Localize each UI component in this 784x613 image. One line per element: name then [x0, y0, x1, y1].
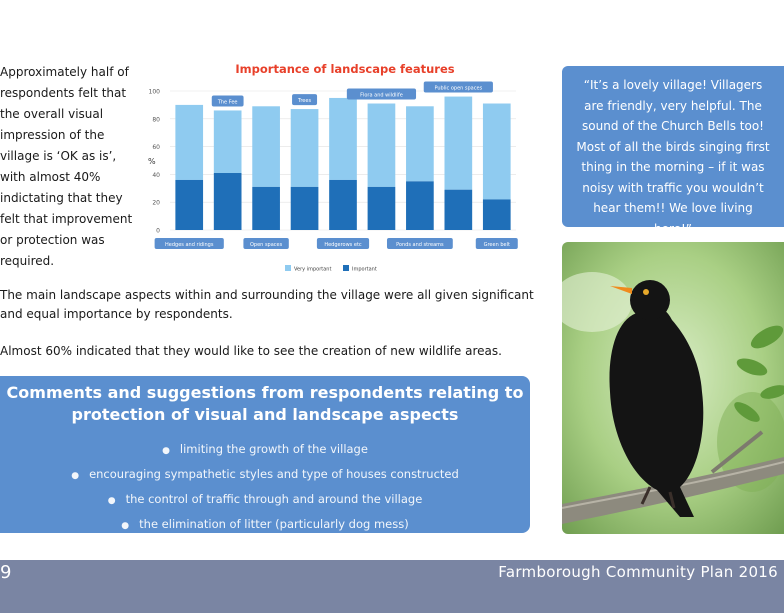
chart-bars: [175, 97, 510, 230]
chart-bar-important: [406, 181, 434, 230]
chart-bar-important: [483, 199, 511, 230]
chart-bar-important: [444, 190, 472, 230]
chart-ytick-label: 80: [152, 116, 160, 124]
chart-bar-very-important: [214, 110, 242, 173]
list-item: ● encouraging sympathetic styles and type of houses constructed: [0, 463, 530, 488]
chart-bar-important: [252, 187, 280, 230]
intro-paragraph: Approximately half of respondents felt that the overall visual impression of the village is ‘OK as is’, with almost 40% indictating that they felt that improvement or protection was required.: [0, 65, 133, 268]
chart-bar-important: [368, 187, 396, 230]
chart-category-label: Hedges and ridings: [165, 242, 214, 248]
footer-title: Farmborough Community Plan 2016: [498, 563, 778, 581]
blackbird-photo: [562, 242, 784, 534]
chart-bar-very-important: [406, 106, 434, 181]
chart-ytick-label: 100: [148, 88, 160, 96]
comments-list: [0, 438, 530, 538]
bullet-icon: ●: [107, 496, 116, 506]
chart-category-label: Green belt: [483, 242, 510, 248]
chart-bar-very-important: [483, 104, 511, 200]
comments-title: [0, 382, 530, 426]
chart-category-label: The Fee: [217, 99, 238, 106]
chart-ytick-label: 40: [152, 171, 160, 179]
chart-bar-very-important: [175, 105, 203, 180]
page-footer: [0, 560, 784, 613]
list-item: ● the control of traffic through and around the village: [0, 488, 530, 513]
chart-ytick-label: 20: [152, 199, 160, 207]
chart-category-label: Trees: [298, 98, 312, 105]
chart-bar-very-important: [291, 109, 319, 187]
chart-bar-very-important: [252, 106, 280, 187]
chart-legend: [285, 265, 377, 273]
chart-bar-very-important: [329, 98, 357, 180]
wildlife-areas-paragraph: Almost 60% indicated that they would like to see the creation of new wildlife areas.: [0, 344, 502, 358]
bullet-icon: ●: [71, 471, 80, 481]
chart-bar-important: [214, 173, 242, 230]
chart-svg: [140, 58, 530, 280]
chart-bar-very-important: [368, 104, 396, 187]
chart-ytick-label: 60: [152, 144, 160, 152]
page-number: 9: [0, 562, 12, 583]
chart-bar-important: [175, 180, 203, 230]
chart-legend-swatch: [343, 265, 349, 271]
comments-title-line-2: protection of visual and landscape aspects: [71, 405, 459, 424]
bullet-icon: ●: [162, 446, 170, 456]
comments-box: [0, 376, 530, 533]
list-item: ● the elimination of litter (particularly dog mess): [0, 513, 530, 538]
chart-legend-label: Important: [352, 266, 377, 273]
chart-bar-very-important: [444, 97, 472, 190]
chart-category-label: Open spaces: [250, 242, 283, 248]
chart-bar-important: [329, 180, 357, 230]
chart-category-label: Public open spaces: [434, 85, 483, 92]
landscape-aspects-paragraph: The main landscape aspects within and surrounding the village were all given significant and equal importance by respondents.: [0, 288, 534, 321]
chart-bar-important: [291, 187, 319, 230]
chart-category-label: Hedgerows etc: [324, 242, 362, 248]
list-item: ● limiting the growth of the village: [0, 438, 530, 463]
bullet-icon: ●: [121, 521, 130, 531]
resident-quote: “It’s a lovely village! Villagers are friendly, very helpful. The sound of the Church Bells too! Most of all the birds singing first thing in the morning – if it was noisy with traffic you wouldn’t hear them!! We love living here!”: [562, 66, 784, 227]
chart-legend-swatch: [285, 265, 291, 271]
comments-title-line-1: Comments and suggestions from respondents relating to: [6, 383, 524, 402]
chart-legend-label: Very important: [294, 266, 332, 273]
landscape-importance-chart: [140, 58, 530, 280]
chart-title: Importance of landscape features: [235, 62, 455, 76]
blackbird-image: [562, 242, 784, 534]
chart-category-label: Flora and wildlife: [360, 92, 403, 99]
chart-category-label: Ponds and streams: [396, 242, 444, 248]
chart-ylabel: %: [148, 157, 156, 166]
chart-ytick-label: 0: [156, 227, 160, 235]
